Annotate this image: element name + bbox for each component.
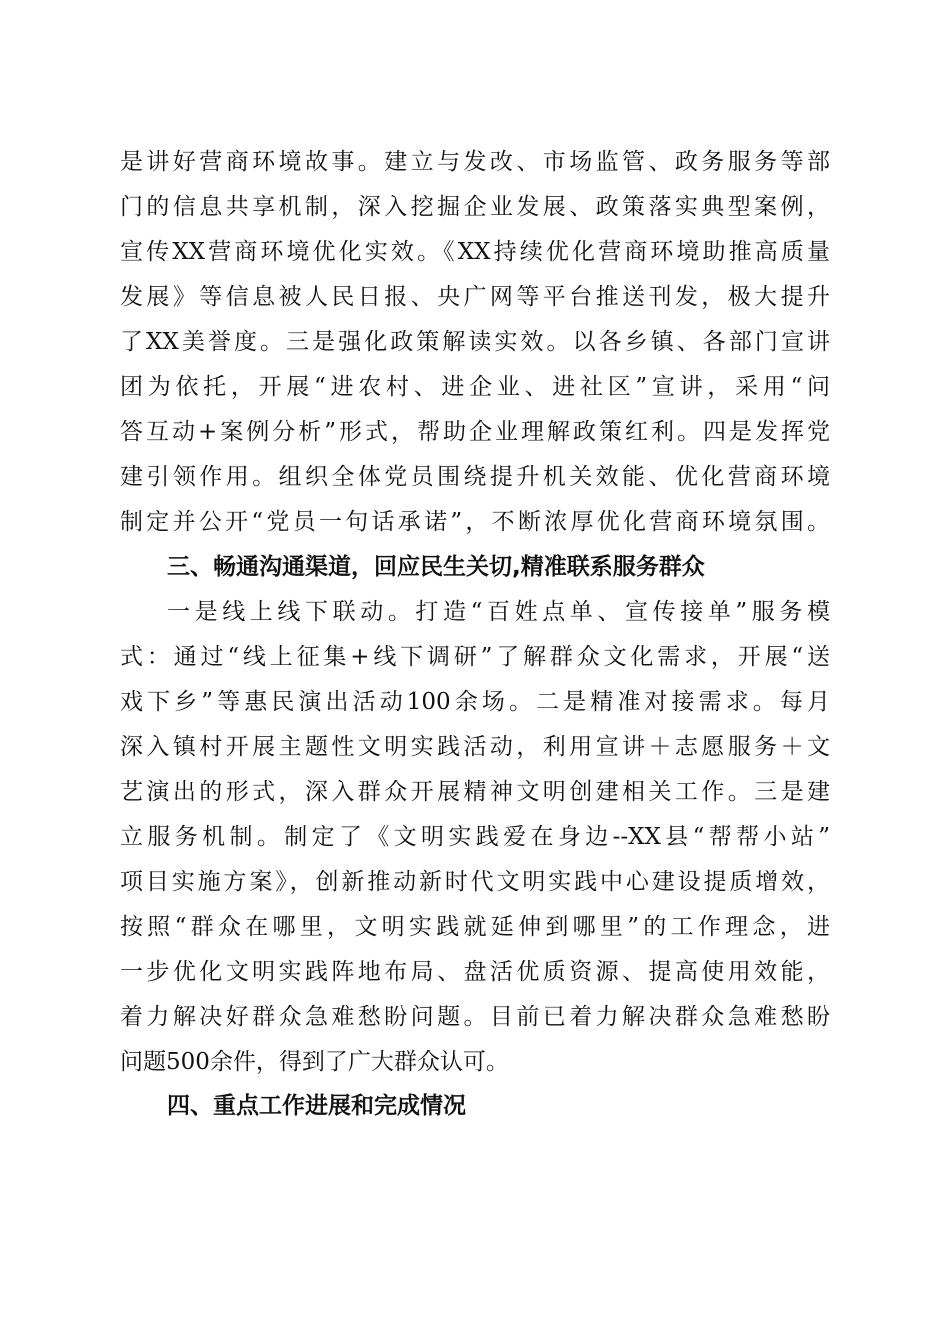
- paragraph-line: 问题500余件，得到了广大群众认可。: [120, 1049, 509, 1075]
- paragraph-line: 一是线上线下联动。打造“百姓点单、宣传接单”服务模: [167, 599, 830, 625]
- paragraph-line: 项目实施方案》，创新推动新时代文明实践中心建设提质增效，: [120, 869, 830, 895]
- paragraph-line: 门的信息共享机制，深入挖掘企业发展、政策落实典型案例，: [120, 194, 830, 220]
- paragraph-line: 制定并公开“党员一句话承诺”，不断浓厚优化营商环境氛围。: [120, 509, 830, 535]
- paragraph-line: 式：通过“线上征集+线下调研”了解群众文化需求，开展“送: [120, 644, 830, 670]
- paragraph-line: 艺演出的形式，深入群众开展精神文明创建相关工作。三是建: [120, 779, 830, 805]
- paragraph-line: 深入镇村开展主题性文明实践活动，利用宣讲＋志愿服务＋文: [120, 734, 830, 760]
- paragraph-line: 按照“群众在哪里，文明实践就延伸到哪里”的工作理念，进: [120, 914, 830, 940]
- paragraph-line: 发展》等信息被人民日报、央广网等平台推送刊发，极大提升: [120, 284, 830, 310]
- section-heading-4: 四、重点工作进展和完成情况: [167, 1093, 466, 1119]
- paragraph-line: 了XX美誉度。三是强化政策解读实效。以各乡镇、各部门宣讲: [120, 329, 830, 355]
- paragraph-line: 戏下乡”等惠民演出活动100余场。二是精准对接需求。每月: [120, 689, 830, 715]
- paragraph-line: 宣传XX营商环境优化实效。《XX持续优化营商环境助推高质量: [120, 239, 830, 265]
- paragraph-line: 是讲好营商环境故事。建立与发改、市场监管、政务服务等部: [120, 149, 830, 175]
- paragraph-line: 答互动+案例分析”形式，帮助企业理解政策红利。四是发挥党: [120, 419, 830, 445]
- paragraph-line: 立服务机制。制定了《文明实践爱在身边--XX县“帮帮小站”: [120, 824, 830, 850]
- paragraph-line: 团为依托，开展“进农村、进企业、进社区”宣讲，采用“问: [120, 374, 830, 400]
- section-heading-3: 三、畅通沟通渠道，回应民生关切,精准联系服务群众: [167, 554, 705, 580]
- paragraph-line: 建引领作用。组织全体党员围绕提升机关效能、优化营商环境: [120, 464, 830, 490]
- paragraph-line: 着力解决好群众急难愁盼问题。目前已着力解决群众急难愁盼: [120, 1004, 830, 1030]
- paragraph-line: 一步优化文明实践阵地布局、盘活优质资源、提高使用效能，: [120, 959, 830, 985]
